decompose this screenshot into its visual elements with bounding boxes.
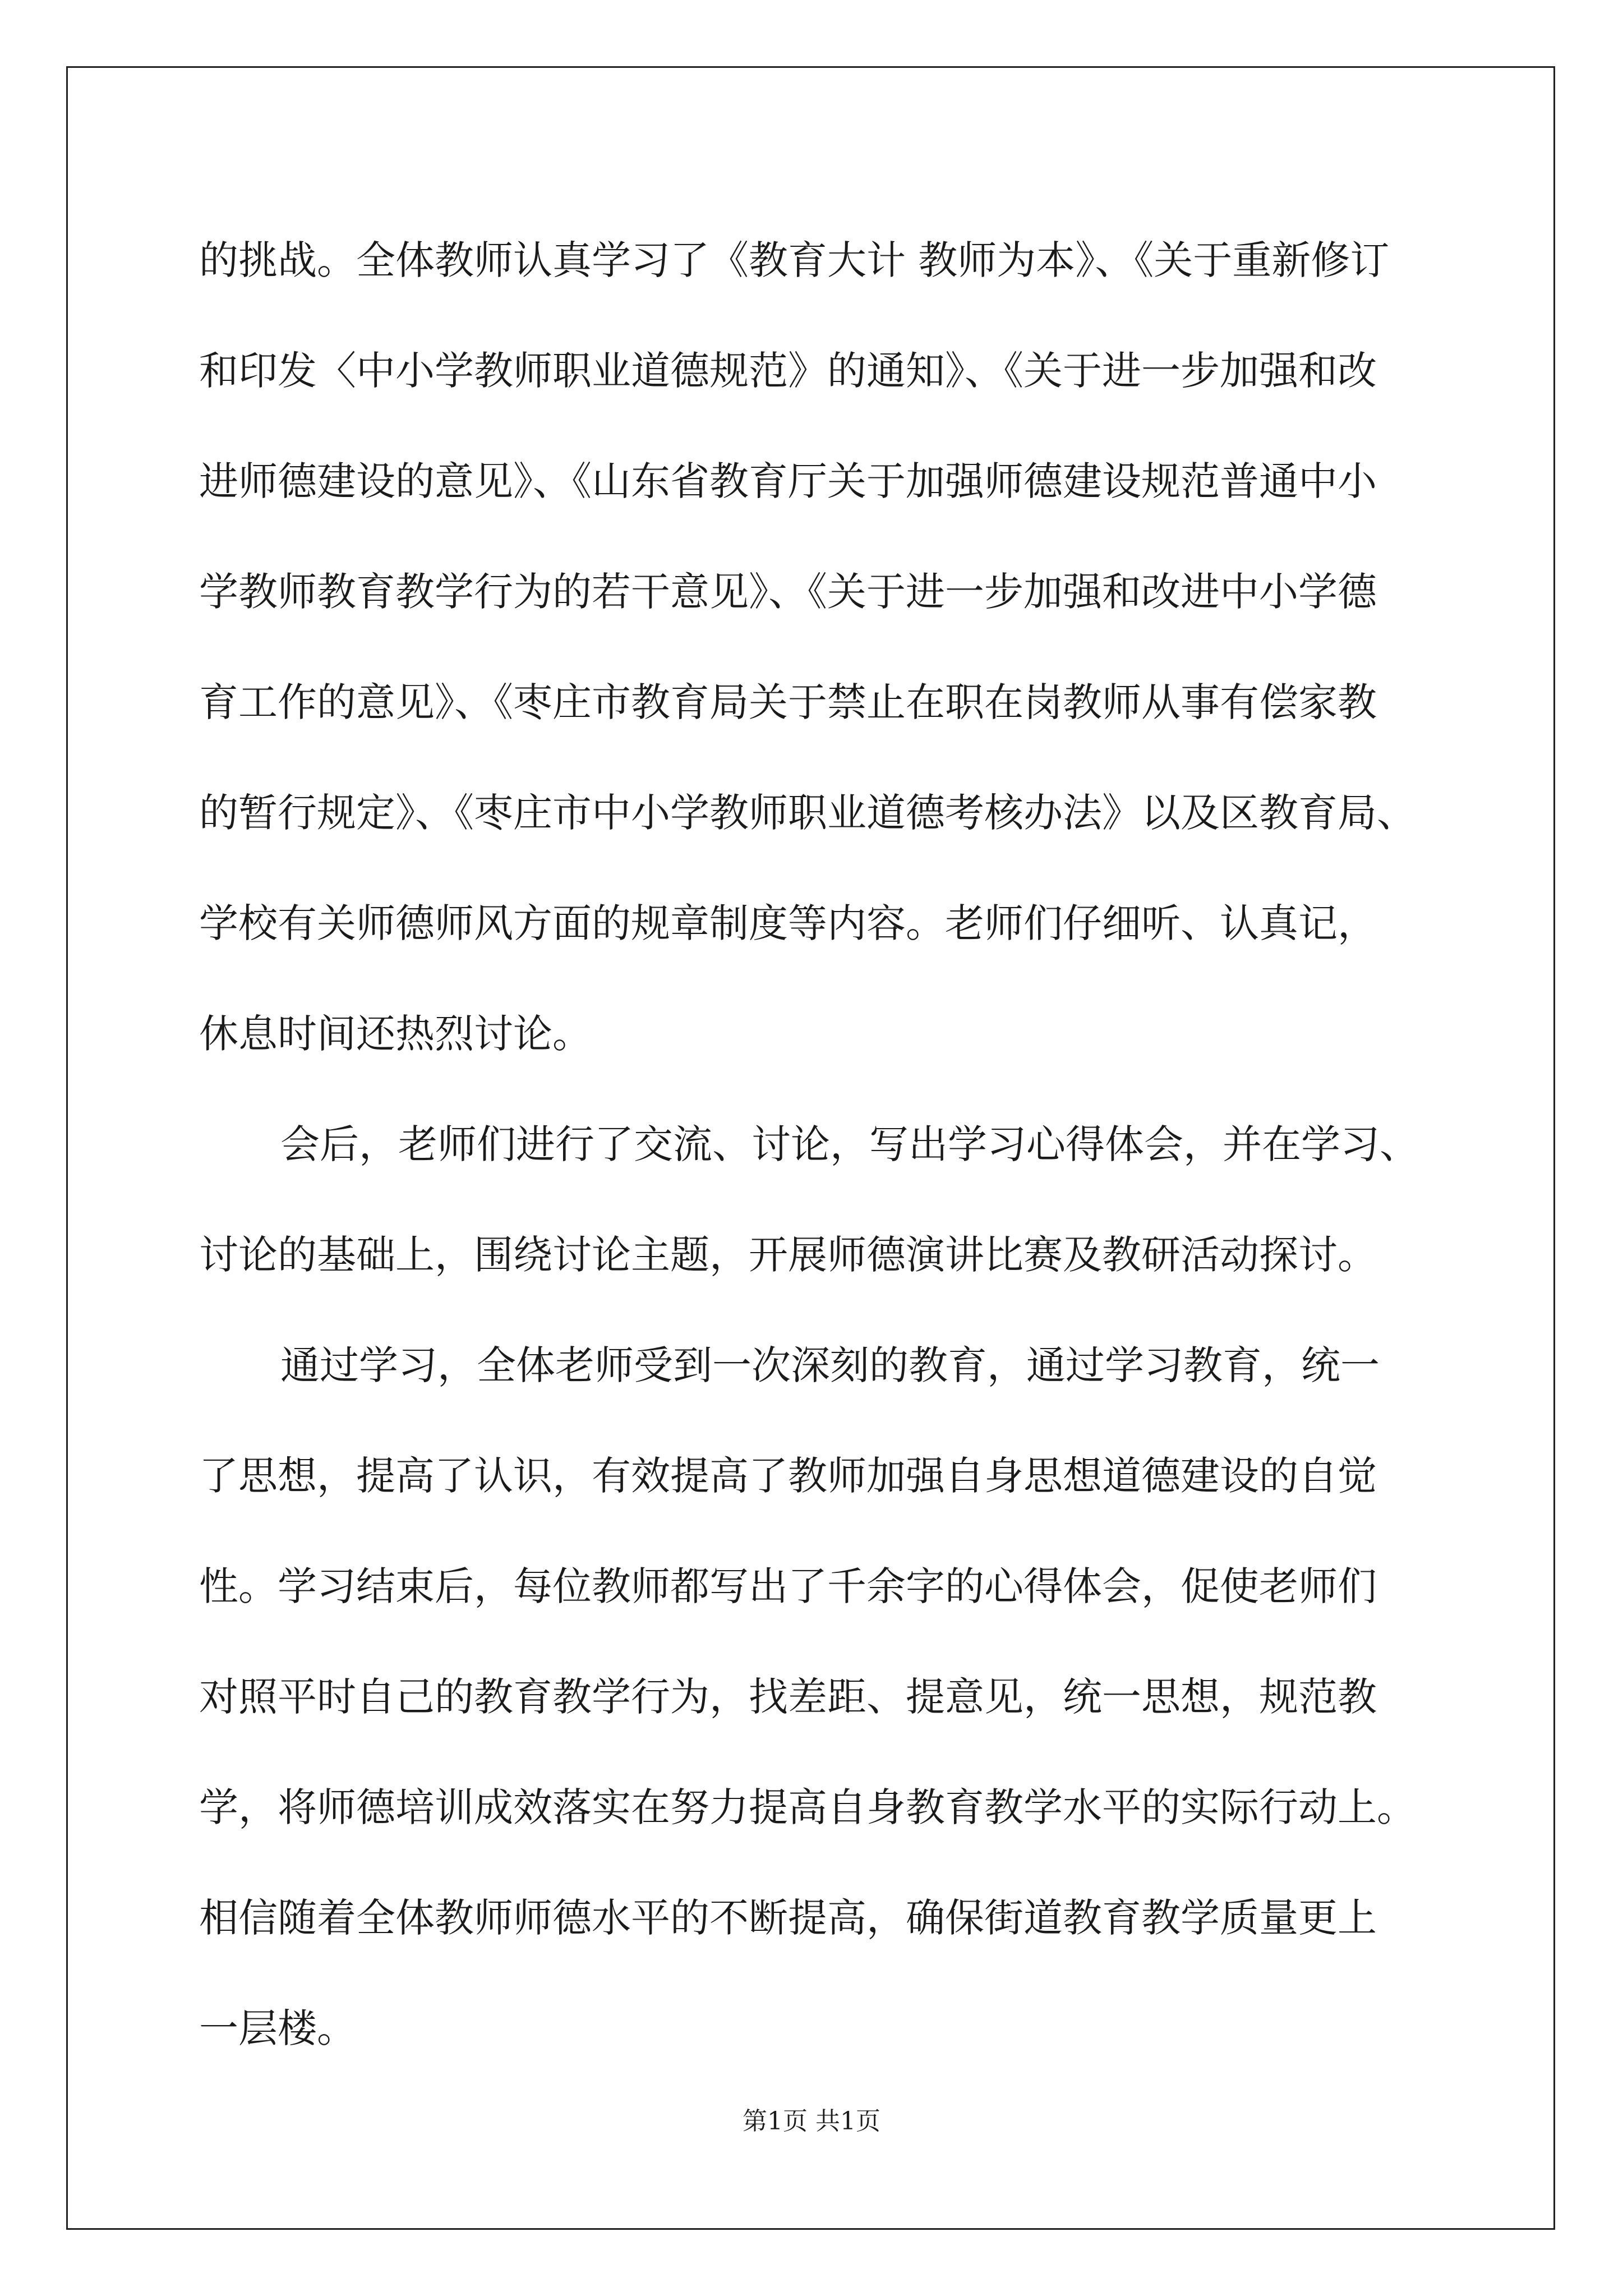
text-line: 通过学习，全体老师受到一次深刻的教育，通过学习教育，统一 (280, 1342, 1380, 1388)
text-line: 讨论的基础上，围绕讨论主题，开展师德演讲比赛及教研活动探讨。 (199, 1232, 1377, 1278)
text-line: 学校有关师德师风方面的规章制度等内容。老师们仔细听、认真记， (199, 900, 1377, 946)
text-line: 相信随着全体教师师德水平的不断提高，确保街道教育教学质量更上 (199, 1895, 1377, 1941)
text-line: 对照平时自己的教育教学行为，找差距、提意见，统一思想，规范教 (199, 1674, 1377, 1720)
page-number-footer: 第1页 共1页 (743, 2107, 880, 2136)
text-line: 的暂行规定》、《枣庄市中小学教师职业道德考核办法》以及区教育局、 (199, 790, 1416, 836)
text-line: 和印发〈中小学教师职业道德规范》的通知》、《关于进一步加强和改 (199, 348, 1377, 394)
text-line: 学教师教育教学行为的若干意见》、《关于进一步加强和改进中小学德 (199, 569, 1377, 615)
document-body (199, 205, 1433, 2084)
text-line: 进师德建设的意见》、《山东省教育厅关于加强师德建设规范普通中小 (199, 458, 1377, 504)
text-line: 育工作的意见》、《枣庄市教育局关于禁止在职在岗教师从事有偿家教 (199, 679, 1377, 725)
text-line: 一层楼。 (199, 2005, 356, 2051)
text-line: 会后，老师们进行了交流、讨论，写出学习心得体会，并在学习、 (280, 1121, 1419, 1167)
text-line: 休息时间还热烈讨论。 (199, 1011, 592, 1057)
text-line: 学，将师德培训成效落实在努力提高自身教育教学水平的实际行动上。 (199, 1784, 1416, 1830)
text-line: 性。学习结束后，每位教师都写出了千余字的心得体会，促使老师们 (199, 1563, 1377, 1609)
text-line: 的挑战。全体教师认真学习了《教育大计 教师为本》、《关于重新修订 (199, 237, 1390, 283)
text-line: 了思想，提高了认识，有效提高了教师加强自身思想道德建设的自觉 (199, 1453, 1377, 1499)
